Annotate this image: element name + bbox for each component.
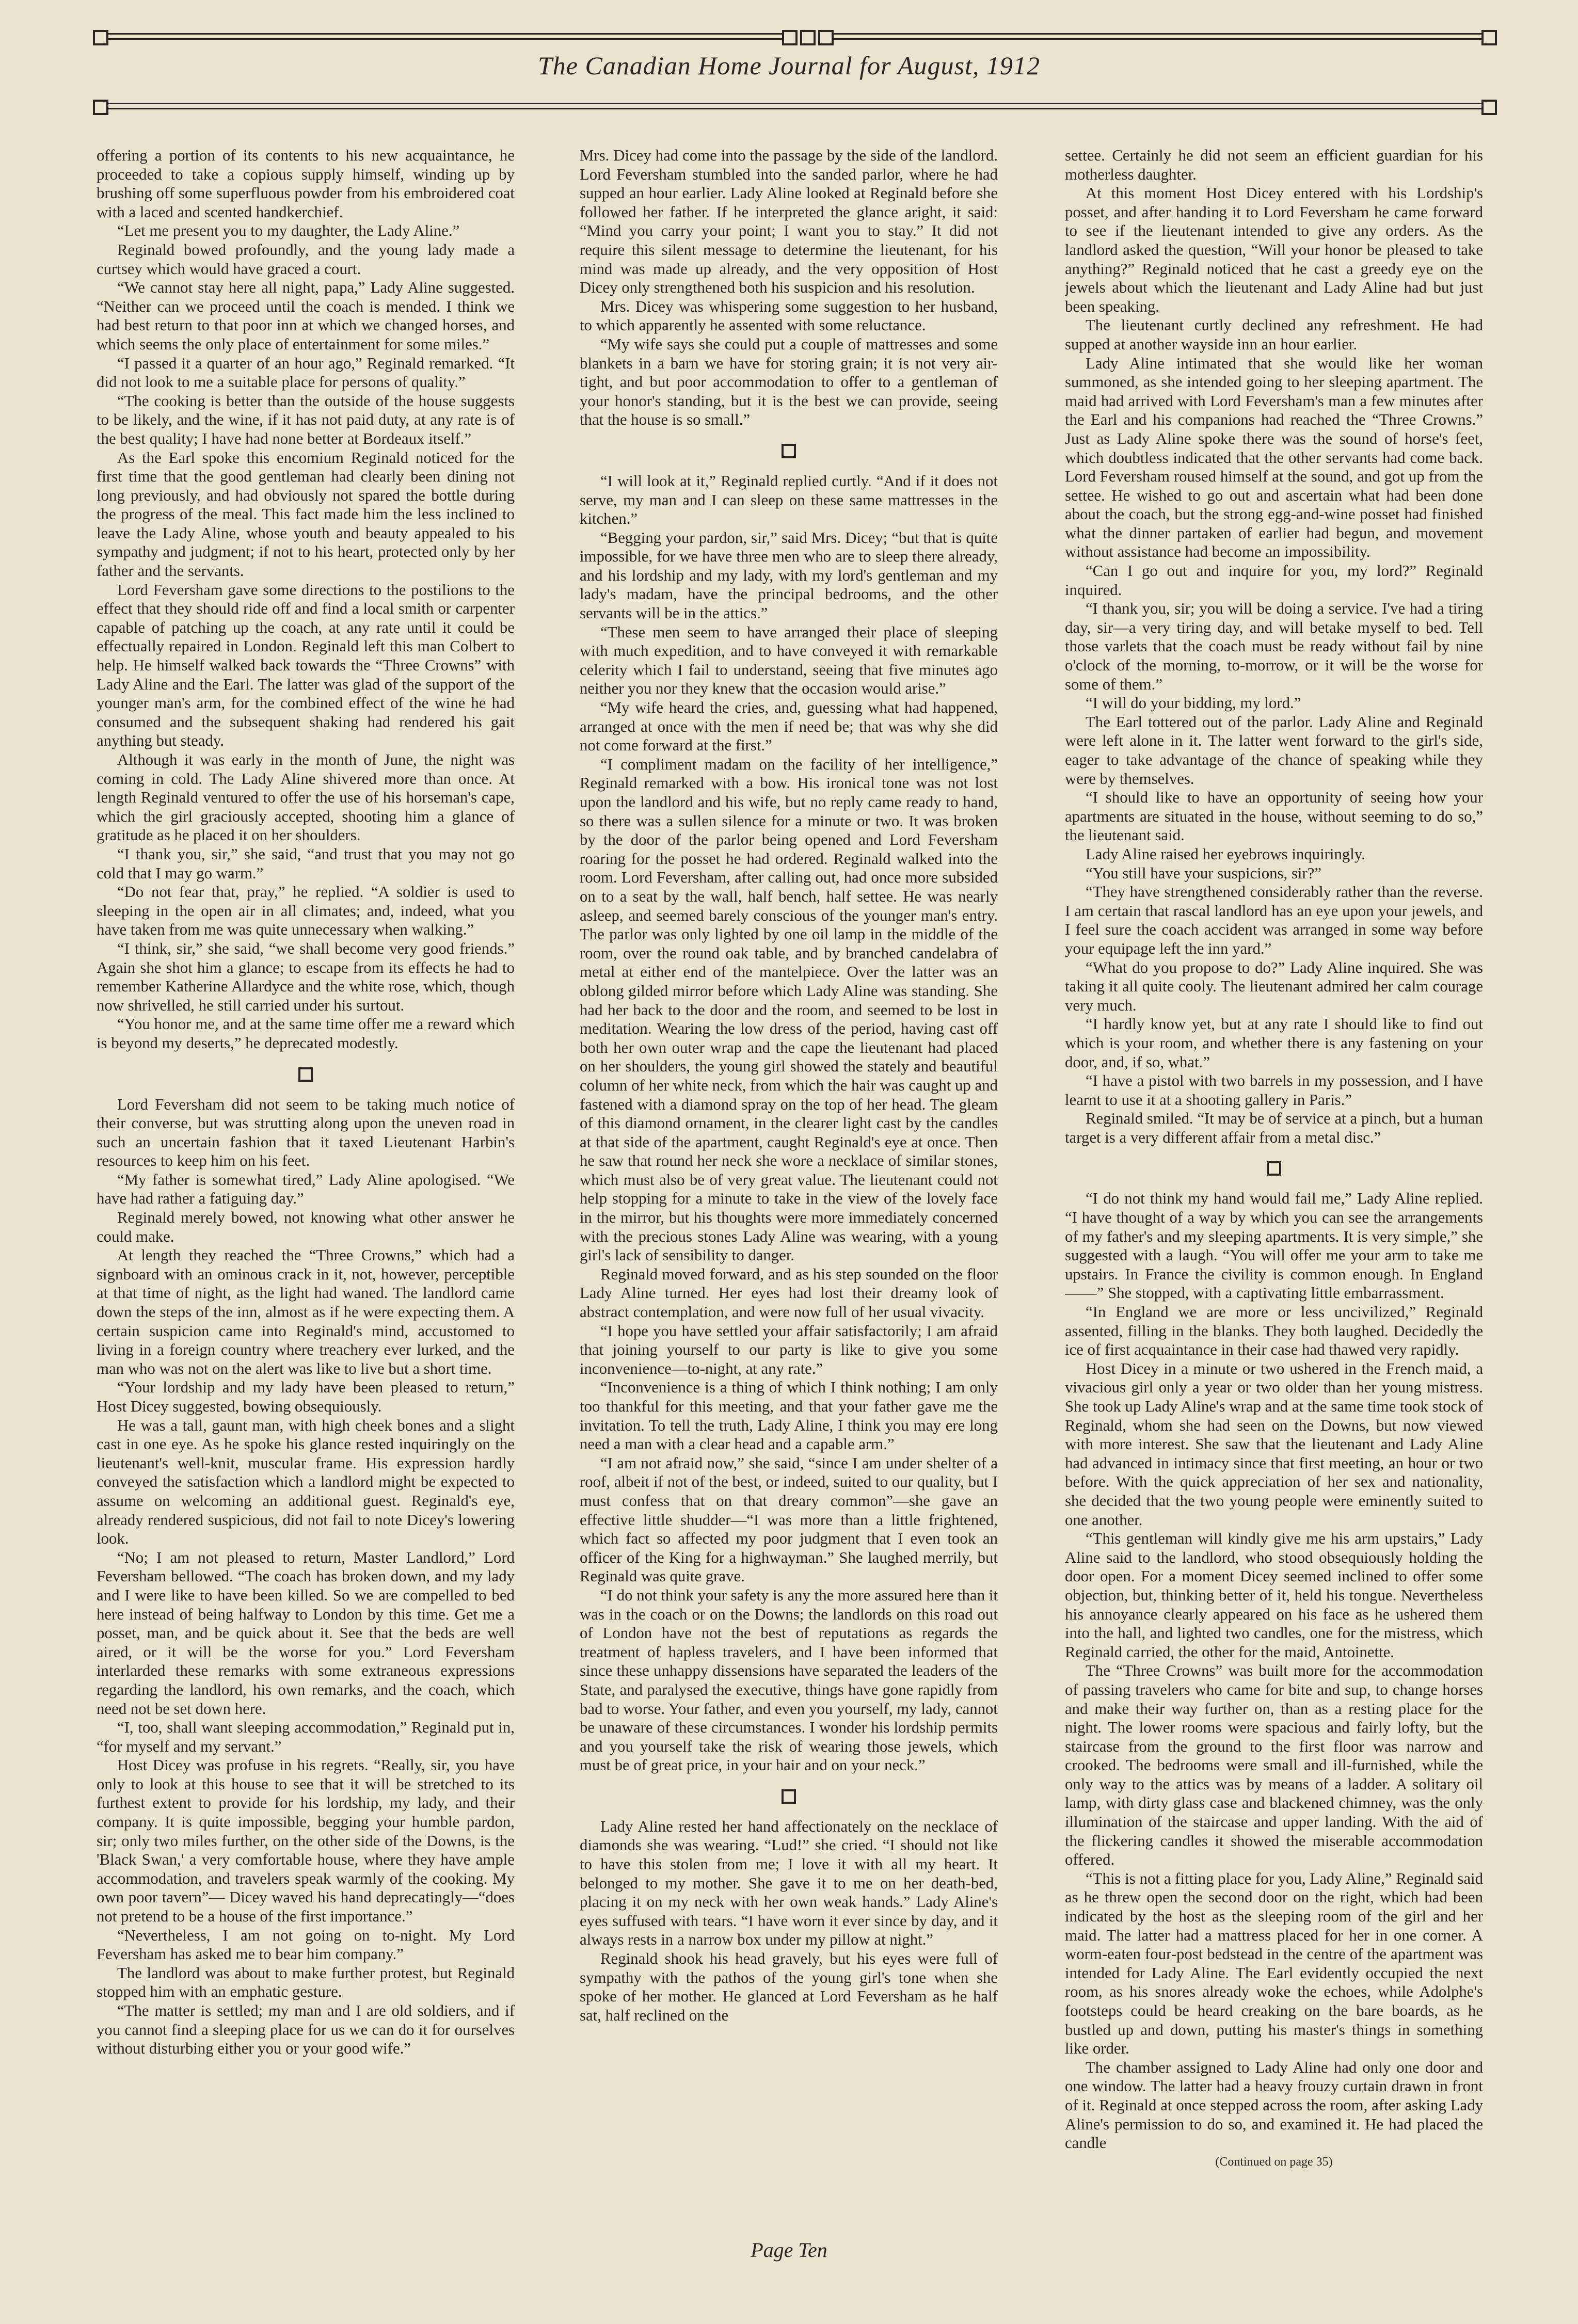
paragraph: He was a tall, gaunt man, with high cheek bones and a slight cast in one eye. As he spoke his glance rested inquiringly on the lieutenant's well-knit, muscular frame. His expression hardly conveyed the satisfaction which a landlord might be expected to assume on welcoming an additional guest. Reginald's eye, already rendered suspicious, did not fail to note Dicey's lowering look. [97, 1416, 515, 1548]
paragraph: Lord Feversham did not seem to be taking much notice of their converse, but was strutting along upon the uneven road in such an uncertain fashion that it taxed Lieutenant Harbin's resources to keep him on his feet. [97, 1095, 515, 1170]
paragraph: “I do not think your safety is any the more assured here than it was in the coach or on the Downs; the landlords on this road out of London have not the best of reputations as regards the treatment of hapless travelers, and I have been informed that since these unhappy dissensions have separated the leaders of the State, and paralysed the executive, things have gone rapidly from bad to worse. Your father, and even you yourself, my lady, cannot be unaware of these circumstances. I wonder his lordship permits and you yourself take the risk of wearing those jewels, which must be of great price, in your hair and on your neck.” [580, 1586, 998, 1774]
paragraph: “They have strengthened considerably rather than the reverse. I am certain that rascal landlord has an eye upon your jewels, and I feel sure the coach accident was arranged in some way before your equipage left the inn yard.” [1065, 883, 1483, 957]
paragraph: The chamber assigned to Lady Aline had only one door and one window. The latter had a heavy frouzy curtain drawn in front of it. Reginald at once stepped across the room, after asking Lady Aline's permission to do so, and examined it. He had placed the candle [1065, 2058, 1483, 2152]
paragraph: “I have a pistol with two barrels in my possession, and I have learnt to use it at a shooting gallery in Paris.” [1065, 1072, 1483, 1109]
section-break-ornament [1267, 1161, 1281, 1176]
paragraph: “I do not think my hand would fail me,” Lady Aline replied. “I have thought of a way by which you can see the arrangements of my father's and my sleeping apartments. It is very simple,” she suggested with a laugh. “You will offer me your arm to take me upstairs. In France the civility is common enough. In England——” She stopped, with a captivating little embarrassment. [1065, 1190, 1483, 1302]
paragraph: “I, too, shall want sleeping accommodation,” Reginald put in, “for myself and my servant.” [97, 1719, 515, 1755]
paragraph: “Let me present you to my daughter, the Lady Aline.” [117, 222, 460, 240]
ornament-box [93, 100, 108, 115]
paragraph: Lady Aline intimated that she would like her woman summoned, as she intended going to her sleeping apartment. The maid had arrived with Lord Feversham's man a few minutes after the Earl and his companions had reached the “Three Crowns.” Just as Lady Aline spoke there was the sound of horse's feet, which doubtless indicated that the other servants had come back. Lord Feversham roused himself at the sound, and got up from the settee. He wished to go out and ascertain what had been done about the coach, but the strong egg-and-wine posset had finished what the dinner partaken of earlier had begun, and movement without assistance had become an impossibility. [1065, 354, 1483, 561]
section-break-ornament [298, 1067, 313, 1082]
paragraph: “Nevertheless, I am not going on to-night. My Lord Feversham has asked me to bear him company.” [97, 1926, 515, 1963]
paragraph: “My father is somewhat tired,” Lady Aline apologised. “We have had rather a fatiguing day.” [97, 1171, 515, 1208]
rule-line [108, 38, 782, 40]
paragraph: “I will do your bidding, my lord.” [1086, 694, 1301, 712]
paragraph: “I think, sir,” she said, “we shall become very good friends.” Again she shot him a glance; to escape from its effects he had to remember Katherine Allardyce and the white rose, which, though now shrivelled, he still carried under his surtout. [97, 939, 515, 1014]
paragraph: Reginald merely bowed, not knowing what other answer he could make. [97, 1209, 515, 1245]
ornament-box [1481, 30, 1497, 45]
ornament-box [93, 30, 108, 45]
paragraph: offering a portion of its contents to his new acquaintance, he proceeded to take a copious supply himself, winding up by brushing off some superfluous powder from his embroidered coat with a laced and scented handkerchief. [97, 147, 515, 221]
paragraph: “What do you propose to do?” Lady Aline inquired. She was taking it all quite cooly. The lieutenant admired her calm courage very much. [1065, 958, 1483, 1014]
paragraph: “This is not a fitting place for you, Lady Aline,” Reginald said as he threw open the second door on the right, which had been indicated by the host as the sleeping room of the girl and her maid. The latter had a mattress placed for her in one corner. A worm-eaten four-post bedstead in the centre of the apartment was intended for Lady Aline. The Earl evidently occupied the next room, as his snores already woke the echoes, while Adolphe's footsteps could be heard creaking on the bare boards, as he bustled up and down, putting his master's things in something like order. [1065, 1869, 1483, 2058]
paragraph: “I hope you have settled your affair satisfactorily; I am afraid that joining yourself to our party is like to give you some inconvenience—to-night, at any rate.” [580, 1322, 998, 1377]
paragraph: “I compliment madam on the facility of her intelligence,” Reginald remarked with a bow. His ironical tone was not lost upon the landlord and his wife, but no reply came ready to hand, so there was a sullen silence for a minute or two. It was broken by the door of the parlor being opened and Lord Feversham roaring for the posset he had ordered. Reginald walked into the room. Lord Feversham, after calling out, had once more subsided on to a seat by the wall, half bench, half settee. He was nearly asleep, and seemed barely conscious of the younger man's entry. The parlor was only lighted by one oil lamp in the middle of the room, over the round oak table, and by branched candelabra of metal at either end of the mantelpiece. Over the latter was an oblong gilded mirror before which Lady Aline was standing. She had her back to the door and the room, and seemed to be lost in meditation. Wearing the low dress of the period, having cast off both her own outer wrap and the cape the lieutenant had placed on her shoulders, the young girl showed the stately and beautiful column of her white neck, from which the hair was caught up and fastened with a diamond spray on the top of her head. The gleam of this diamond ornament, in the clearer light cast by the candles at that side of the apartment, caught Reginald's eye at once. Then he saw that round her neck she wore a necklace of similar stones, which must also be of very great value. The lieutenant could not help stopping for a minute to take in the view of the lovely face in the mirror, but his thoughts were more immediately concerned with the precious stones Lady Aline was wearing, with a young girl's lack of sensibility to danger. [580, 755, 998, 1264]
ornament-box [1481, 100, 1497, 115]
article-column-2 [580, 146, 998, 2185]
paragraph: Lady Aline rested her hand affectionately on the necklace of diamonds she was wearing. “Lud!” she cried. “I should not like to have this stolen from me; I love it with all my heart. It belonged to my mother. She gave it to me on her death-bed, placing it on my neck with her own weak hands.” Lady Aline's eyes suffused with tears. “I have worn it ever since by day, and it always rests in a narrow box under my pillow at night.” [580, 1817, 998, 1949]
rule-line [834, 38, 1481, 40]
header-bottom-rule [93, 100, 1497, 120]
paragraph: “The matter is settled; my man and I are old soldiers, and if you cannot find a sleeping place for us we can do it for ourselves without disturbing either you or your good wife.” [97, 2002, 515, 2058]
paragraph: Reginald moved forward, and as his step sounded on the floor Lady Aline turned. Her eyes had lost their dreamy look of abstract contemplation, and were now full of her usual vivacity. [580, 1265, 998, 1321]
paragraph: The “Three Crowns” was built more for the accommodation of passing travelers who came for bite and sup, to change horses and make their way further on, than as a resting place for the night. The lower rooms were spacious and fairly lofty, but the staircase from the ground to the first floor was narrow and crooked. The bedrooms were small and ill-furnished, while the only way to the attics was by means of a ladder. A solitary oil lamp, with dirty glass case and blackened chimney, was the only illumination of the staircase and upper landing. With the aid of the flickering candles it showed the miserable accommodation offered. [1065, 1662, 1483, 1869]
rule-line [108, 108, 1481, 109]
paragraph: “Begging your pardon, sir,” said Mrs. Dicey; “but that is quite impossible, for we have three men who are to sleep there already, and his lordship and my lady, with my lord's gentleman and my lady's madam, have the principal bedrooms, and the other servants will be in the attics.” [580, 528, 998, 622]
paragraph: “This gentleman will kindly give me his arm upstairs,” Lady Aline said to the landlord, who stood obsequiously holding the door open. For a moment Dicey seemed inclined to offer some objection, but, thinking better of it, held his tongue. Nevertheless his annoyance clearly appeared on his face as he ushered them into the hall, and lighted two candles, one for the mistress, which Reginald carried, the other for the maid, Antoinette. [1065, 1530, 1483, 1661]
paragraph: The Earl tottered out of the parlor. Lady Aline and Reginald were left alone in it. The latter went forward to the girl's side, eager to take advantage of the chance of speaking while they were by themselves. [1065, 713, 1483, 788]
paragraph: “You still have your suspicions, sir?” [1086, 864, 1322, 882]
paragraph: “You honor me, and at the same time offer me a reward which is beyond my deserts,” he deprecated modestly. [97, 1015, 515, 1052]
paragraph: Host Dicey in a minute or two ushered in the French maid, a vivacious girl only a year or two older than her young mistress. She took up Lady Aline's wrap and at the same time took stock of Reginald, whom she had seen on the Downs, but now viewed with more interest. She saw that the lieutenant and Lady Aline had advanced in intimacy since that first meeting, an hour or two before. With the quick appreciation of her sex and nationality, she decided that the two young people were eminently suited to one another. [1065, 1359, 1483, 1529]
ornament-box [800, 30, 816, 45]
paragraph: The lieutenant curtly declined any refreshment. He had supped at another wayside inn an hour earlier. [1065, 316, 1483, 353]
paragraph: “I am not afraid now,” she said, “since I am under shelter of a roof, albeit if not of the best, or indeed, suited to our quality, but I must confess that on that dreary common”—she gave an effective little shudder—“I was more than a little frightened, which fact so affected my poor judgment that I even took an officer of the King for a highwayman.” She laughed merrily, but Reginald was quite grave. [580, 1454, 998, 1585]
paragraph: Reginald bowed profoundly, and the young lady made a curtsey which would have graced a court. [97, 241, 515, 278]
paragraph: Reginald smiled. “It may be of service at a pinch, but a human target is a very different affair from a metal disc.” [1065, 1110, 1483, 1146]
paragraph: “In England we are more or less uncivilized,” Reginald assented, filling in the blanks. They both laughed. Decidedly the ice of first acquaintance in their case had thawed very rapidly. [1065, 1303, 1483, 1359]
paragraph: Reginald shook his head gravely, but his eyes were full of sympathy with the pathos of the young girl's tone when she spoke of her mother. He glanced at Lord Feversham as he half sat, half reclined on the [580, 1950, 998, 2024]
paragraph: Lord Feversham gave some directions to the postilions to the effect that they should ride off and find a local smith or carpenter capable of patching up the coach, at any rate until it could be effectually repaired in London. Reginald left this man Colbert to help. He himself walked back towards the “Three Crowns” with Lady Aline and the Earl. The latter was glad of the support of the younger man's arm, for the combined effect of the wine he had consumed and the subsequent shaking had rendered his gait anything but steady. [97, 581, 515, 750]
paragraph: “No; I am not pleased to return, Master Landlord,” Lord Feversham bellowed. “The coach has broken down, and my lady and I were like to have been killed. So we are compelled to bed here instead of being halfway to London by this time. Get me a posset, man, and be quick about it. See that the beds are well aired, or it will be the worse for you.” Lord Feversham interlarded these remarks with some extraneous expressions regarding the landlord, his own remarks, and the coach, which need not be set down here. [97, 1548, 515, 1718]
paragraph: “I passed it a quarter of an hour ago,” Reginald remarked. “It did not look to me a suitable place for persons of quality.” [97, 354, 515, 391]
paragraph: “Inconvenience is a thing of which I think nothing; I am only too thankful for this meeting, and that your father gave me the invitation. To tell the truth, Lady Aline, I think you may ere long need a man with a clear head and a capable arm.” [580, 1379, 998, 1453]
continued-note: (Continued on page 35) [1215, 2155, 1333, 2169]
paragraph: “The cooking is better than the outside of the house suggests to be likely, and the wine, if it has not paid duty, at any rate is of the best quality; I have had none better at Bordeaux itself.” [97, 392, 515, 447]
paragraph: “I thank you, sir; you will be doing a service. I've had a tiring day, sir—a very tiring day, and will betake myself to bed. Tell those varlets that the coach must be ready without fail by nine o'clock of the morning, to-morrow, or it will be the worse for some of them.” [1065, 600, 1483, 693]
paragraph: “My wife says she could put a couple of mattresses and some blankets in a barn we have for storing grain; it is not very air-tight, and but poor accommodation to offer to a gentleman of your honor's standing, but it is the best we can provide, seeing that the house is so small.” [580, 335, 998, 429]
paragraph: “I hardly know yet, but at any rate I should like to find out which is your room, and whether there is any fastening on your door, and, if so, what.” [1065, 1015, 1483, 1071]
paragraph: “Can I go out and inquire for you, my lord?” Reginald inquired. [1065, 562, 1483, 599]
section-break-ornament [782, 1789, 796, 1804]
paragraph: At this moment Host Dicey entered with his Lordship's posset, and after handing it to Lord Feversham he came forward to see if the lieutenant intended to give any orders. As the landlord asked the question, “Will your honor be pleased to take anything?” Reginald noticed that he cast a greedy eye on the jewels about which the lieutenant and Lady Aline had but just been speaking. [1065, 184, 1483, 315]
paragraph: “Your lordship and my lady have been pleased to return,” Host Dicey suggested, bowing obsequiously. [97, 1379, 515, 1415]
header-top-rule [93, 30, 1497, 51]
paragraph: Lady Aline raised her eyebrows inquiringly. [1086, 845, 1365, 863]
paragraph: “I will look at it,” Reginald replied curtly. “And if it does not serve, my man and I can sleep on these same mattresses in the kitchen.” [580, 472, 998, 528]
rule-line [108, 33, 782, 35]
ornament-box [782, 30, 798, 45]
paragraph: “I should like to have an opportunity of seeing how your apartments are situated in the house, without seeming to do so,” the lieutenant said. [1065, 789, 1483, 844]
paragraph: settee. Certainly he did not seem an efficient guardian for his motherless daughter. [1065, 147, 1483, 183]
paragraph: Host Dicey was profuse in his regrets. “Really, sir, you have only to look at this house to see that it will be stretched to its furthest extent to provide for his lordship, my lady, and their company. It is quite impossible, begging your humble pardon, sir; only two miles further, on the other side of the Downs, is the 'Black Swan,' a very comfortable house, where they have ample accommodation, and travelers speak warmly of the cooking. My own poor tavern”— Dicey waved his hand deprecatingly—“does not pretend to be a house of the first importance.” [97, 1756, 515, 1926]
paragraph: “My wife heard the cries, and, guessing what had happened, arranged at once with the men if need be; that was why she did not come forward at the first.” [580, 699, 998, 755]
rule-line [108, 103, 1481, 104]
article-column-3 [1065, 146, 1483, 2185]
paragraph: The landlord was about to make further protest, but Reginald stopped him with an emphatic gesture. [97, 1964, 515, 2001]
paragraph: At length they reached the “Three Crowns,” which had a signboard with an ominous crack in it, not, however, perceptible at that time of night, as the light had waned. The landlord came down the steps of the inn, almost as if he were expecting them. A certain suspicion came into Reginald's mind, accustomed to living in a foreign country where treachery ever lurked, and the man who was not on the alert was like to live but a short time. [97, 1246, 515, 1377]
paragraph: Mrs. Dicey was whispering some suggestion to her husband, to which apparently he assented with some reluctance. [580, 297, 998, 334]
paragraph: Mrs. Dicey had come into the passage by the side of the landlord. Lord Feversham stumbled into the sanded parlor, where he had supped an hour earlier. Lady Aline looked at Reginald before she followed her father. If he interpreted the glance aright, it said: “Mind you carry your point; I want you to stay.” It did not require this silent message to determine the lieutenant, for his mind was made up already, and the very opposition of Host Dicey only strengthened both his suspicion and his resolution. [580, 147, 998, 297]
page-number: Page Ten [751, 2238, 827, 2262]
article-column-1 [97, 146, 515, 2185]
rule-line [834, 33, 1481, 35]
paragraph: “I thank you, sir,” she said, “and trust that you may not go cold that I may go warm.” [97, 845, 515, 882]
ornament-box [818, 30, 834, 45]
paragraph: “We cannot stay here all night, papa,” Lady Aline suggested. “Neither can we proceed until the coach is mended. I think we had best return to that poor inn at which we changed horses, and which seems the only place of entertainment for some miles.” [97, 279, 515, 353]
paragraph: “Do not fear that, pray,” he replied. “A soldier is used to sleeping in the open air in all climates; and, indeed, what you have taken from me was quite unnecessary when walking.” [97, 883, 515, 939]
paragraph: Although it was early in the month of June, the night was coming in cold. The Lady Aline shivered more than once. At length Reginald ventured to offer the use of his horseman's cape, which the girl graciously accepted, shooting him a glance of gratitude as he placed it on her shoulders. [97, 751, 515, 844]
paragraph: “These men seem to have arranged their place of sleeping with much expedition, and to have conveyed it with remarkable celerity which I fail to understand, seeing that five minutes ago neither you nor they knew that the occasion would arise.” [580, 623, 998, 698]
section-break-ornament [782, 444, 796, 458]
journal-title: The Canadian Home Journal for August, 1912 [537, 51, 1041, 80]
paragraph: As the Earl spoke this encomium Reginald noticed for the first time that the good gentleman had clearly been dining not long previously, and had obviously not spared the bottle during the progress of the meal. This fact made him the less inclined to leave the Lady Aline, whose youth and beauty appealed to his sympathy and judgment; if not to his heart, protected only by her father and the servants. [97, 448, 515, 580]
